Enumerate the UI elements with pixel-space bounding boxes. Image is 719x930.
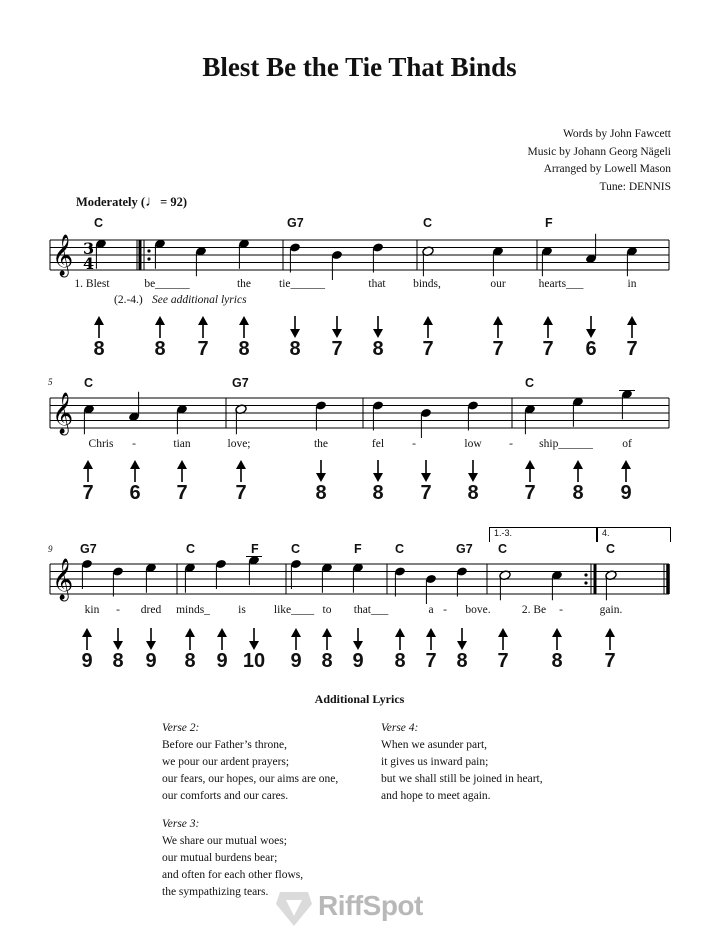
verse-line: We share our mutual woes; xyxy=(162,835,287,847)
lyric-syllable: low xyxy=(464,438,482,450)
blow-arrow-up-icon xyxy=(422,316,434,338)
chord-symbol: G7 xyxy=(456,542,473,556)
verse-2 xyxy=(162,720,338,805)
harmonica-hole xyxy=(280,316,310,359)
lyric-syllable: bove. xyxy=(465,604,491,616)
draw-arrow-down-icon xyxy=(315,460,327,482)
verse-label: Verse 4: xyxy=(381,722,419,734)
tempo-value: = 92 xyxy=(160,195,183,209)
treble-clef-icon: 𝄞 xyxy=(52,393,74,434)
chord-symbol: C xyxy=(498,542,508,556)
hole-number: 7 xyxy=(604,650,616,672)
harmonica-hole xyxy=(447,628,477,671)
hole-number: 6 xyxy=(585,338,597,360)
draw-arrow-down-icon xyxy=(420,460,432,482)
harmonica-hole xyxy=(188,316,218,359)
lyric-syllable: that___ xyxy=(353,604,389,616)
hole-number: 9 xyxy=(145,650,157,672)
verse-line: our fears, our hopes, our aims are one, xyxy=(162,773,339,785)
harmonica-hole xyxy=(515,460,545,503)
harmonica-hole xyxy=(103,628,133,671)
hole-number: 8 xyxy=(551,650,563,672)
lyric-syllable: - xyxy=(559,604,563,616)
chord-symbol: G7 xyxy=(232,376,249,390)
repeat-dot xyxy=(584,581,587,584)
hole-number: 9 xyxy=(620,482,632,504)
lyric-syllable: our xyxy=(490,278,506,290)
hole-number: 8 xyxy=(289,338,301,360)
verse-line: and hope to meet again. xyxy=(381,790,491,802)
harmonica-hole xyxy=(542,628,572,671)
verse-label: Verse 2: xyxy=(162,722,200,734)
blow-arrow-up-icon xyxy=(290,628,302,650)
watermark-text: RiffSpot xyxy=(318,890,423,921)
hole-number: 7 xyxy=(425,650,437,672)
hole-number: 8 xyxy=(238,338,250,360)
song-title: Blest Be the Tie That Binds xyxy=(202,52,517,82)
hole-number: 7 xyxy=(176,482,188,504)
chord-symbol: C xyxy=(423,216,433,230)
time-signature-bottom: 4 xyxy=(83,254,95,273)
harmonica-hole xyxy=(120,460,150,503)
chord-symbol: F xyxy=(354,542,362,556)
blow-arrow-up-icon xyxy=(492,316,504,338)
blow-arrow-up-icon xyxy=(216,628,228,650)
chord-symbol: F xyxy=(251,542,259,556)
chord-symbol: C xyxy=(186,542,196,556)
chord-symbol: C xyxy=(606,542,616,556)
harmonica-hole xyxy=(73,460,103,503)
time-signature-top: 3 xyxy=(83,239,95,258)
harmonica-hole xyxy=(306,460,336,503)
treble-clef-icon: 𝄞 xyxy=(52,235,74,276)
lyric-syllable: be______ xyxy=(144,278,190,290)
harmonica-hole xyxy=(363,460,393,503)
hole-number: 7 xyxy=(420,482,432,504)
harmonica-hole xyxy=(595,628,625,671)
harmonica-hole xyxy=(343,628,373,671)
hole-number: 8 xyxy=(572,482,584,504)
lyric-syllable: - xyxy=(509,438,513,450)
measure-number: 5 xyxy=(48,377,53,387)
hole-number: 10 xyxy=(242,650,266,672)
harmonica-hole xyxy=(72,628,102,671)
harmonica-hole xyxy=(611,460,641,503)
credit-words: Words by John Fawcett xyxy=(563,128,671,140)
hole-number: 9 xyxy=(81,650,93,672)
lyric-syllable: the xyxy=(236,278,252,290)
lyric-syllable: love; xyxy=(227,438,251,450)
draw-arrow-down-icon xyxy=(352,628,364,650)
harmonica-hole xyxy=(416,628,446,671)
lyric-syllable: to xyxy=(322,604,332,616)
hole-number: 8 xyxy=(456,650,468,672)
blow-arrow-up-icon xyxy=(93,316,105,338)
verse-4 xyxy=(381,720,543,805)
lyric-syllable: tie______ xyxy=(279,278,325,290)
verse-line: our comforts and our cares. xyxy=(162,790,289,802)
blow-arrow-up-icon xyxy=(321,628,333,650)
lyric-syllable: ship______ xyxy=(539,438,593,450)
lyric-syllable: kin xyxy=(84,604,100,616)
harmonica-hole xyxy=(145,316,175,359)
blow-arrow-up-icon xyxy=(551,628,563,650)
repeat-dot xyxy=(147,249,150,252)
additional-lyrics-heading: Additional Lyrics xyxy=(314,692,405,706)
chord-symbol: C xyxy=(291,542,301,556)
hole-number: 7 xyxy=(235,482,247,504)
hole-number: 8 xyxy=(372,338,384,360)
lyric-syllable: binds, xyxy=(413,278,441,290)
draw-arrow-down-icon xyxy=(248,628,260,650)
lyric-syllable: - xyxy=(132,438,136,450)
credit-music: Music by Johann Georg Nägeli xyxy=(527,145,671,158)
tempo-bracket-open: ( xyxy=(140,195,146,209)
draw-arrow-down-icon xyxy=(467,460,479,482)
lyric-syllable: hearts___ xyxy=(538,278,584,290)
hole-number: 9 xyxy=(290,650,302,672)
lyric-syllable: is xyxy=(238,604,246,616)
hole-number: 7 xyxy=(497,650,509,672)
repeat-dot xyxy=(147,257,150,260)
quarter-note-icon: ♩ xyxy=(145,194,161,210)
chord-symbol: G7 xyxy=(287,216,304,230)
first-ending-bracket: 1.-3. xyxy=(489,527,597,542)
measure-number: 9 xyxy=(48,544,53,554)
hole-number: 9 xyxy=(352,650,364,672)
harmonica-hole xyxy=(226,460,256,503)
lyric-syllable: fel xyxy=(371,438,385,450)
draw-arrow-down-icon xyxy=(372,460,384,482)
blow-arrow-up-icon xyxy=(238,316,250,338)
verse-number-range: (2.-4.) xyxy=(114,294,143,306)
hole-number: 8 xyxy=(315,482,327,504)
chord-symbol: G7 xyxy=(80,542,97,556)
blow-arrow-up-icon xyxy=(394,628,406,650)
lyric-syllable: in xyxy=(627,278,637,290)
harmonica-hole xyxy=(411,460,441,503)
tempo-bracket-close: ) xyxy=(182,195,187,209)
harmonica-hole xyxy=(175,628,205,671)
hole-number: 9 xyxy=(216,650,228,672)
lyric-syllable: - xyxy=(443,604,447,616)
harmonica-hole xyxy=(281,628,311,671)
hole-number: 8 xyxy=(154,338,166,360)
hole-number: 8 xyxy=(467,482,479,504)
harmonica-hole xyxy=(136,628,166,671)
hole-number: 7 xyxy=(524,482,536,504)
verse-line: When we asunder part, xyxy=(381,739,488,751)
blow-arrow-up-icon xyxy=(154,316,166,338)
draw-arrow-down-icon xyxy=(112,628,124,650)
draw-arrow-down-icon xyxy=(585,316,597,338)
lyric-syllable: dred xyxy=(140,604,162,616)
lyric-syllable: that xyxy=(368,278,386,290)
lyric-syllable: the xyxy=(313,438,329,450)
harmonica-hole xyxy=(458,460,488,503)
blow-arrow-up-icon xyxy=(197,316,209,338)
harmonica-hole xyxy=(533,316,563,359)
draw-arrow-down-icon xyxy=(289,316,301,338)
second-ending-bracket: 4. xyxy=(597,527,671,542)
blow-arrow-up-icon xyxy=(620,460,632,482)
verse-line: we pour our ardent prayers; xyxy=(162,756,290,768)
lyric-syllable: of xyxy=(622,438,632,450)
credit-tune: Tune: DENNIS xyxy=(599,180,671,193)
blow-arrow-up-icon xyxy=(604,628,616,650)
lyric-syllable: minds_ xyxy=(176,604,210,616)
verse-line: our mutual burdens bear; xyxy=(162,852,278,864)
harmonica-hole xyxy=(239,628,269,671)
hole-number: 8 xyxy=(184,650,196,672)
lyric-syllable: - xyxy=(116,604,120,616)
chord-symbol: C xyxy=(525,376,535,390)
harmonica-hole xyxy=(563,460,593,503)
blow-arrow-up-icon xyxy=(82,460,94,482)
harmonica-hole xyxy=(312,628,342,671)
hole-number: 7 xyxy=(626,338,638,360)
blow-arrow-up-icon xyxy=(184,628,196,650)
blow-arrow-up-icon xyxy=(425,628,437,650)
chord-symbol: F xyxy=(545,216,553,230)
harmonica-hole xyxy=(576,316,606,359)
hole-number: 8 xyxy=(372,482,384,504)
lyric-syllable: 2. Be xyxy=(521,604,547,616)
harmonica-hole xyxy=(617,316,647,359)
harmonica-hole xyxy=(84,316,114,359)
blow-arrow-up-icon xyxy=(542,316,554,338)
lyric-syllable: - xyxy=(412,438,416,450)
lyric-syllable: Chris xyxy=(88,438,114,450)
draw-arrow-down-icon xyxy=(372,316,384,338)
verse-line: but we shall still be joined in heart, xyxy=(381,773,543,785)
hole-number: 7 xyxy=(492,338,504,360)
hole-number: 8 xyxy=(394,650,406,672)
credit-arranger: Arranged by Lowell Mason xyxy=(543,163,671,175)
lyric-syllable: 1. Blest xyxy=(74,278,110,290)
blow-arrow-up-icon xyxy=(572,460,584,482)
harmonica-hole xyxy=(413,316,443,359)
verse-line: Before our Father’s throne, xyxy=(162,739,287,751)
chord-symbol: C xyxy=(84,376,94,390)
blow-arrow-up-icon xyxy=(235,460,247,482)
lyric-syllable: gain. xyxy=(599,604,623,616)
hole-number: 6 xyxy=(129,482,141,504)
verse-label: Verse 3: xyxy=(162,818,200,830)
hole-number: 8 xyxy=(112,650,124,672)
hole-number: 7 xyxy=(197,338,209,360)
draw-arrow-down-icon xyxy=(456,628,468,650)
verse-line: it gives us inward pain; xyxy=(381,756,489,768)
blow-arrow-up-icon xyxy=(176,460,188,482)
blow-arrow-up-icon xyxy=(81,628,93,650)
blow-arrow-up-icon xyxy=(129,460,141,482)
tempo-label: Moderately xyxy=(76,195,138,209)
lyric-syllable: a xyxy=(428,604,434,616)
treble-clef-icon: 𝄞 xyxy=(52,559,74,600)
harmonica-hole xyxy=(322,316,352,359)
harmonica-hole xyxy=(167,460,197,503)
harmonica-hole xyxy=(488,628,518,671)
lyric-syllable: tian xyxy=(173,438,191,450)
verse-line: the sympathizing tears. xyxy=(162,886,269,898)
repeat-dot xyxy=(584,573,587,576)
hole-number: 7 xyxy=(422,338,434,360)
chord-symbol: C xyxy=(94,216,104,230)
hole-number: 7 xyxy=(542,338,554,360)
harmonica-hole xyxy=(207,628,237,671)
hole-number: 7 xyxy=(331,338,343,360)
draw-arrow-down-icon xyxy=(331,316,343,338)
hole-number: 7 xyxy=(82,482,94,504)
verse-line: and often for each other flows, xyxy=(162,869,304,881)
blow-arrow-up-icon xyxy=(626,316,638,338)
harmonica-hole xyxy=(483,316,513,359)
blow-arrow-up-icon xyxy=(497,628,509,650)
blow-arrow-up-icon xyxy=(524,460,536,482)
additional-lyrics-note: See additional lyrics xyxy=(152,294,247,306)
hole-number: 8 xyxy=(321,650,333,672)
harmonica-hole xyxy=(363,316,393,359)
hole-number: 8 xyxy=(93,338,105,360)
harmonica-hole xyxy=(385,628,415,671)
harmonica-hole xyxy=(229,316,259,359)
chord-symbol: C xyxy=(395,542,405,556)
draw-arrow-down-icon xyxy=(145,628,157,650)
lyric-syllable: like____ xyxy=(273,604,315,616)
